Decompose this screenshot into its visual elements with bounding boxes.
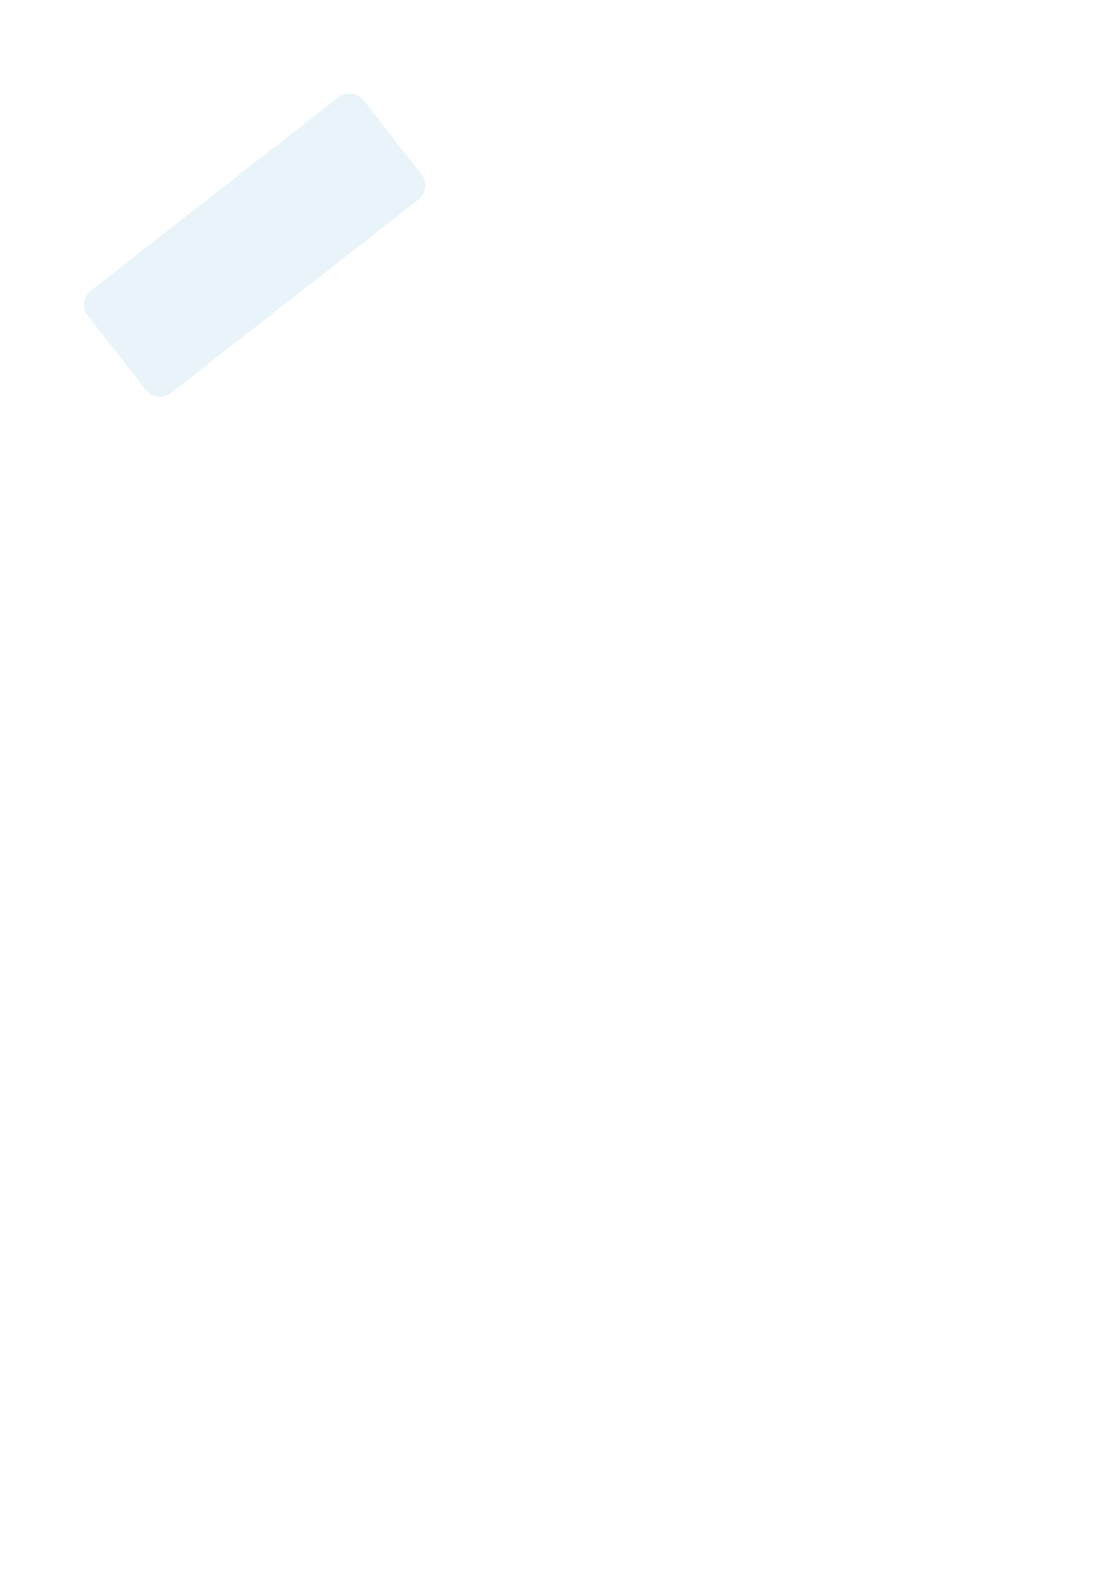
skuola-watermark-logo: [20, 40, 500, 480]
document-page: [108, 130, 1008, 160]
paragraph-gap: [108, 130, 1008, 160]
